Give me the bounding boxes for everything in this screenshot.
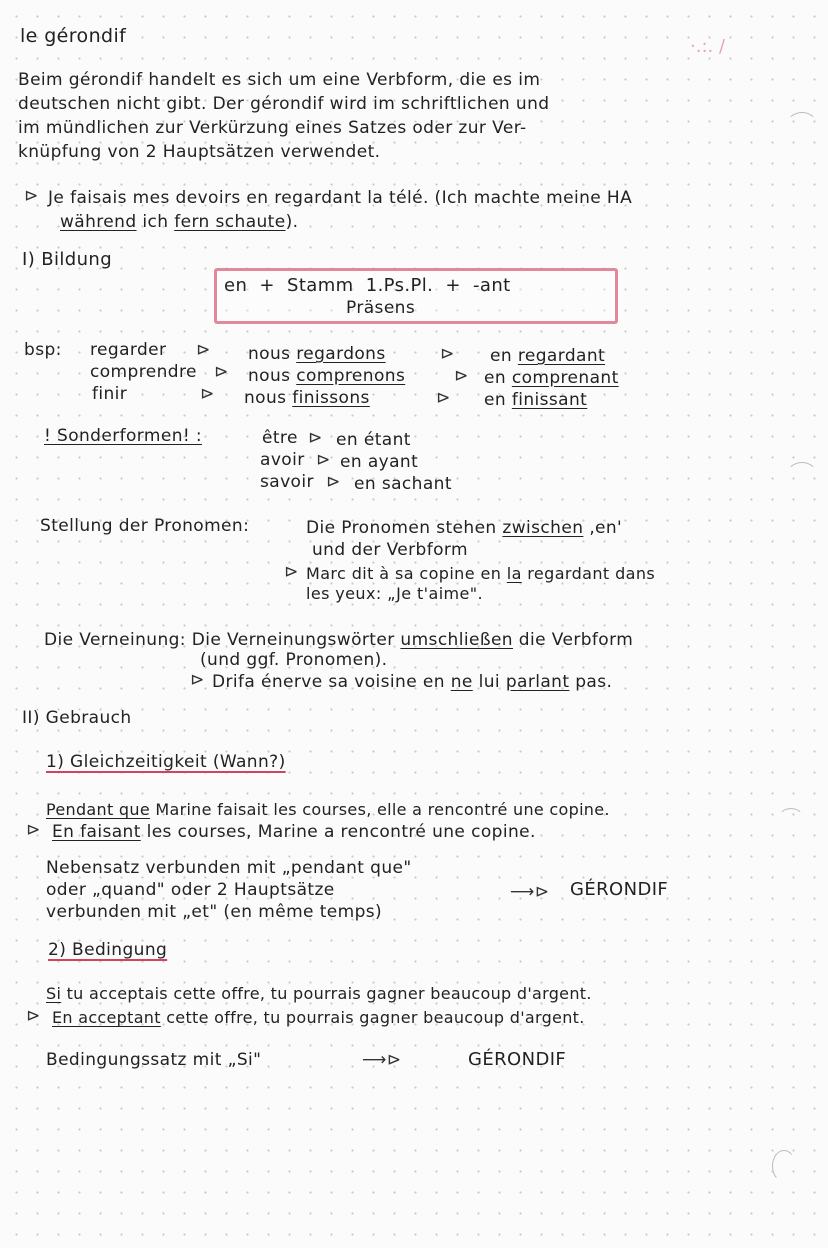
bedingung-example-1: Si tu acceptais cette offre, tu pourrais gagner beaucoup d'argent. bbox=[46, 984, 592, 1003]
arrow-icon: ⊳ bbox=[436, 388, 451, 408]
example-underlined-word: während bbox=[60, 212, 137, 232]
arrow-icon: ⊳ bbox=[454, 366, 469, 386]
example-nous-form: nous regardons bbox=[248, 344, 386, 364]
sonder-infinitive: avoir bbox=[260, 450, 305, 470]
example-line-1: Je faisais mes devoirs en regardant la télé. (Ich machte meine HA bbox=[48, 188, 633, 208]
example-line-2: während ich fern schaute). bbox=[60, 212, 299, 232]
rule2-line: Bedingungssatz mit „Si" bbox=[46, 1050, 262, 1070]
long-arrow-icon: ⟶⊳ bbox=[362, 1050, 402, 1070]
section-heading-bildung: I) Bildung bbox=[22, 249, 113, 270]
example-gerondif: en regardant bbox=[490, 346, 606, 366]
arrow-icon: ⊳ bbox=[190, 670, 205, 690]
example-nous-form: nous comprenons bbox=[248, 366, 406, 386]
arrow-icon: ⊳ bbox=[26, 820, 41, 840]
sonder-gerondif: en sachant bbox=[354, 474, 452, 494]
long-arrow-icon: ⟶⊳ bbox=[510, 882, 550, 902]
gleichzeitigkeit-example-2: En faisant les courses, Marine a rencontré une copine. bbox=[52, 822, 536, 842]
verneinung-line-1: Die Verneinung: Die Verneinungswörter umschließen die Verbform bbox=[44, 630, 634, 650]
example-gerondif: en finissant bbox=[484, 390, 588, 410]
arrow-icon: ⊳ bbox=[316, 450, 331, 470]
formula-line-1: en + Stamm 1.Ps.Pl. + -ant bbox=[224, 275, 511, 296]
rule2-result: GÉRONDIF bbox=[468, 1049, 567, 1070]
ring-mark bbox=[778, 808, 804, 830]
sonderformen-label: ! Sonderformen! : bbox=[44, 426, 203, 446]
example-infinitive: finir bbox=[92, 384, 128, 404]
sonder-infinitive: être bbox=[262, 428, 298, 448]
verneinung-line-2: (und ggf. Pronomen). bbox=[200, 650, 388, 670]
rule1-line-3: verbunden mit „et" (en même temps) bbox=[46, 902, 383, 922]
bsp-label: bsp: bbox=[24, 340, 62, 360]
verneinung-example: Drifa énerve sa voisine en ne lui parlant pas. bbox=[212, 672, 613, 692]
intro-line-4: knüpfung von 2 Hauptsätzen verwendet. bbox=[18, 142, 381, 162]
arrow-icon: ⊳ bbox=[326, 472, 341, 492]
example-gerondif: en comprenant bbox=[484, 368, 619, 388]
stellung-example-2: les yeux: „Je t'aime". bbox=[306, 584, 484, 603]
rule1-line-2: oder „quand" oder 2 Hauptsätze bbox=[46, 880, 335, 900]
intro-line-2: deutschen nicht gibt. Der gérondif wird im schriftlichen und bbox=[18, 94, 550, 114]
arrow-icon: ⊳ bbox=[200, 384, 215, 404]
subheading-gleichzeitigkeit: 1) Gleichzeitigkeit (Wann?) bbox=[46, 752, 286, 772]
arrow-icon: ⊳ bbox=[308, 428, 323, 448]
sonder-gerondif: en ayant bbox=[340, 452, 419, 472]
gleichzeitigkeit-example-1: Pendant que Marine faisait les courses, elle a rencontré une copine. bbox=[46, 800, 610, 819]
arrow-icon: ⊳ bbox=[284, 562, 299, 582]
formula-line-2: Präsens bbox=[346, 298, 416, 318]
sonder-infinitive: savoir bbox=[260, 472, 314, 492]
stellung-example-1: Marc dit à sa copine en la regardant dans bbox=[306, 564, 656, 583]
stellung-label: Stellung der Pronomen: bbox=[40, 516, 250, 536]
arrow-icon: ⊳ bbox=[440, 344, 455, 364]
sonder-gerondif: en étant bbox=[336, 430, 411, 450]
example-underlined-phrase: fern schaute bbox=[174, 212, 286, 232]
stellung-line-1: Die Pronomen stehen zwischen ‚en' bbox=[306, 518, 623, 538]
bedingung-example-2: En acceptant cette offre, tu pourrais gagner beaucoup d'argent. bbox=[52, 1008, 585, 1027]
arrow-icon: ⊳ bbox=[196, 340, 211, 360]
page-title: le gérondif bbox=[20, 25, 127, 47]
section-heading-gebrauch: II) Gebrauch bbox=[22, 708, 132, 728]
arrow-icon: ⊳ bbox=[214, 362, 229, 382]
example-infinitive: regarder bbox=[90, 340, 167, 360]
rule1-line-1: Nebensatz verbunden mit „pendant que" bbox=[46, 858, 412, 878]
arrow-icon: ⊳ bbox=[26, 1006, 41, 1026]
example-infinitive: comprendre bbox=[90, 362, 197, 382]
ring-mark bbox=[772, 1150, 796, 1182]
example-nous-form: nous finissons bbox=[244, 388, 370, 408]
ring-mark bbox=[786, 462, 818, 490]
arrow-icon: ⊳ bbox=[24, 186, 39, 206]
intro-line-3: im mündlichen zur Verkürzung eines Satzes oder zur Ver- bbox=[18, 118, 527, 138]
pink-highlight-mark: ·.:. / bbox=[690, 36, 726, 57]
intro-line-1: Beim gérondif handelt es sich um eine Verbform, die es im bbox=[18, 70, 541, 90]
stellung-line-2: und der Verbform bbox=[312, 540, 468, 560]
subheading-bedingung: 2) Bedingung bbox=[48, 940, 168, 960]
rule1-result: GÉRONDIF bbox=[570, 879, 669, 900]
ring-mark bbox=[786, 112, 818, 140]
